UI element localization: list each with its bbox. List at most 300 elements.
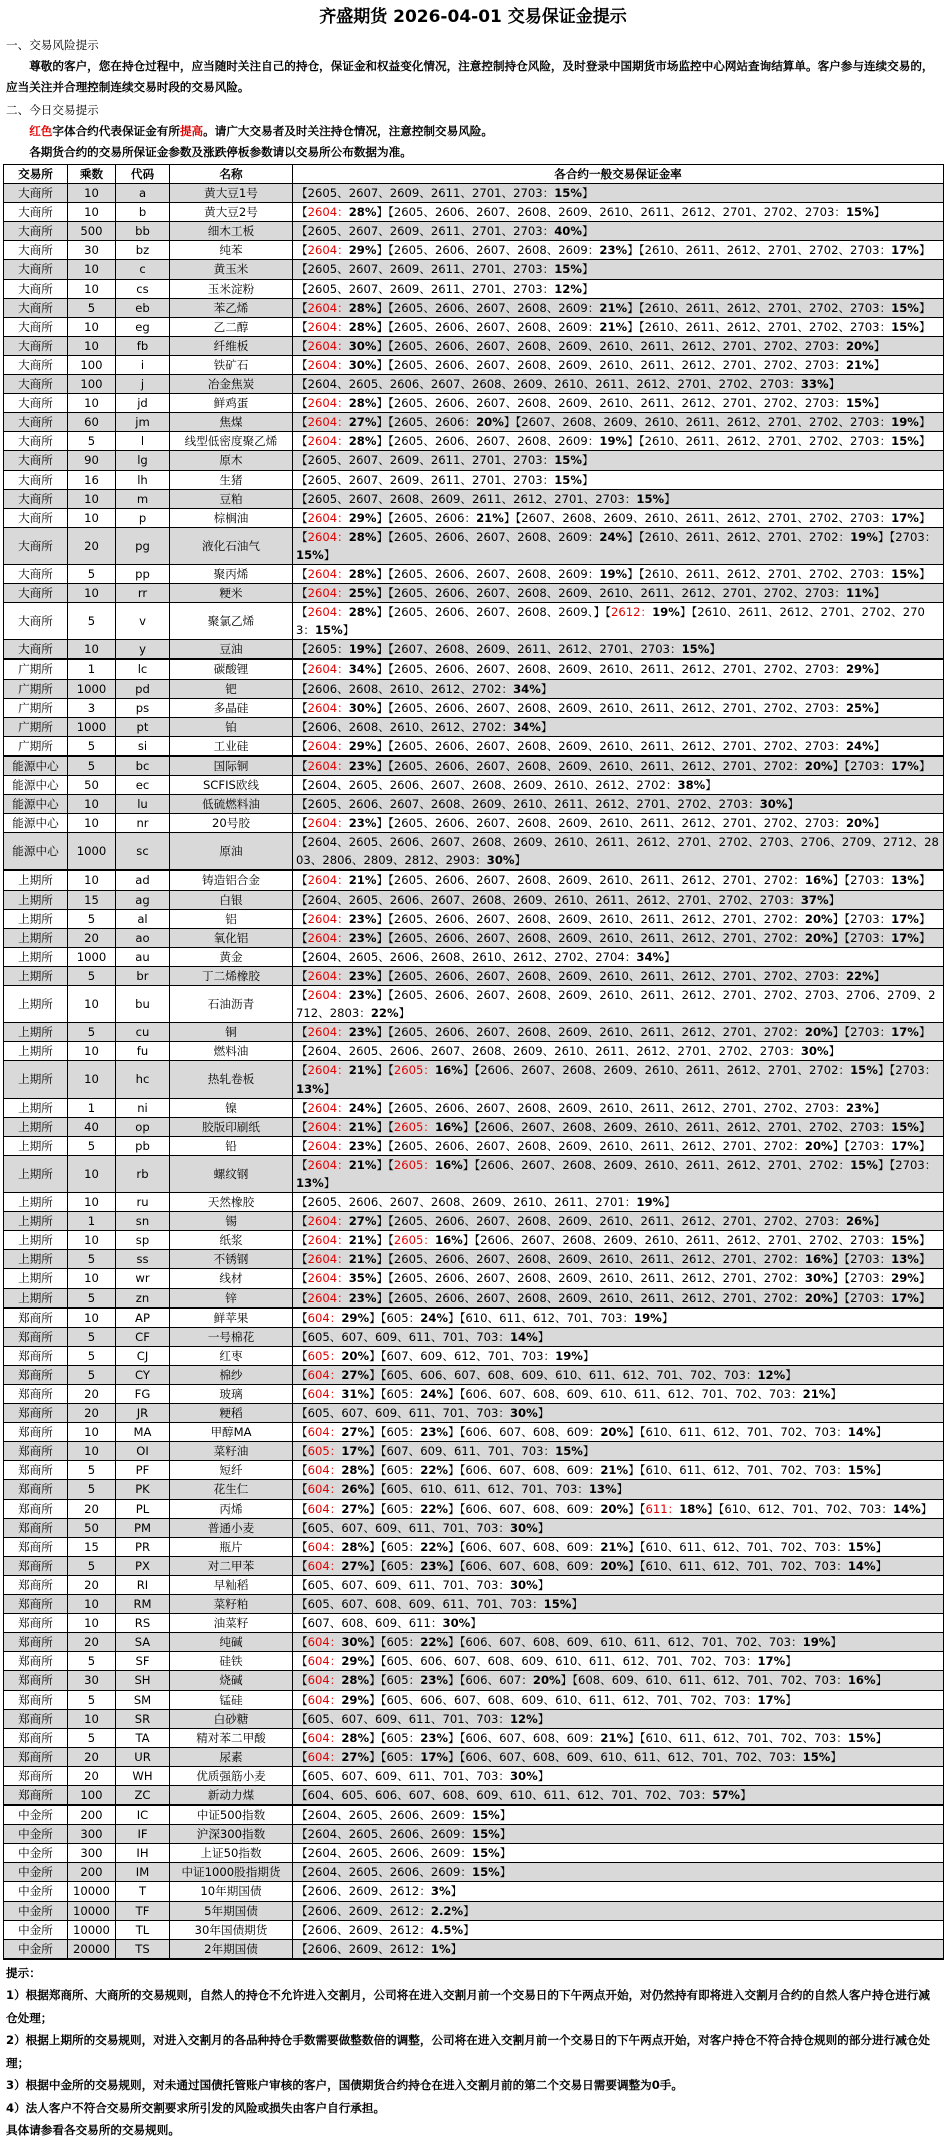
rate-contracts: 604： xyxy=(307,1387,342,1401)
rate-value: 15% xyxy=(472,1865,500,1880)
rate-value: 13% xyxy=(588,1482,617,1497)
cell-multiplier: 5 xyxy=(68,1480,116,1499)
rate-segment: 【2604、2605、2606、2607、2608、2609、2610、2612、2702：38%】 xyxy=(296,778,717,792)
rate-contracts: 2604： xyxy=(307,662,349,677)
note-item: 4）法人客户不符合交易所交割要求所引发的风险或损失由客户自行承担。 xyxy=(6,2100,386,2115)
rate-contracts: 605、607、609、611、701、703： xyxy=(307,1711,510,1726)
rate-segment: 【2604：23%】 xyxy=(296,930,389,945)
cell-rate xyxy=(293,203,944,222)
rate-value: 30% xyxy=(800,1044,829,1059)
rate-segment: 【2604：23%】 xyxy=(296,1290,389,1305)
rate-value: 15% xyxy=(296,547,324,562)
cell-name: 胶版印刷纸 xyxy=(170,1117,293,1136)
rate-contracts: 2605： xyxy=(307,642,349,657)
rate-contracts: 605： xyxy=(307,1348,342,1363)
cell-multiplier: 5 xyxy=(68,1652,116,1671)
cell-name: 铜 xyxy=(170,1023,293,1042)
rate-contracts: 2605、2606、2607、2608、2609、2610、2611、2612、2701、2702： xyxy=(393,1025,805,1040)
cell-code: b xyxy=(116,203,170,222)
rate-contracts: 2604： xyxy=(307,338,349,353)
rate-segment: 【2606、2608、2610、2612、2702：34%】 xyxy=(296,681,553,696)
cell-exchange: 郑商所 xyxy=(4,1480,68,1499)
table-row xyxy=(4,1825,944,1844)
cell-name: 2年期国债 xyxy=(170,1939,293,1959)
table-row xyxy=(4,432,944,451)
cell-multiplier: 300 xyxy=(68,1844,116,1863)
cell-exchange: 郑商所 xyxy=(4,1614,68,1633)
rate-value: 15% xyxy=(472,1827,500,1842)
rate-contracts: 606、607、608、609： xyxy=(465,1558,601,1573)
rate-value: 29% xyxy=(891,1271,919,1286)
cell-exchange: 上期所 xyxy=(4,1023,68,1042)
rate-contracts: 2605、2606： xyxy=(393,510,477,525)
rate-segment: 【2703：15%】 xyxy=(296,529,937,562)
rate-value: 27% xyxy=(341,1367,370,1382)
rate-contracts: 2604、2605、2606、2609： xyxy=(307,1827,473,1842)
rate-contracts: 2604： xyxy=(307,243,349,258)
cell-code: FG xyxy=(116,1385,170,1404)
cell-rate xyxy=(293,413,944,432)
cell-multiplier: 5 xyxy=(68,1461,116,1480)
table-row xyxy=(4,776,944,795)
cell-code: JR xyxy=(116,1404,170,1423)
cell-exchange: 大商所 xyxy=(4,203,68,222)
cell-exchange: 上期所 xyxy=(4,1250,68,1269)
rate-segment: 【2604：21%】 xyxy=(296,1157,389,1172)
rate-value: 2.2% xyxy=(430,1903,464,1918)
table-row xyxy=(4,1155,944,1192)
rate-value: 28% xyxy=(341,1539,370,1554)
cell-multiplier: 5 xyxy=(68,756,116,776)
cell-exchange: 能源中心 xyxy=(4,814,68,833)
cell-rate xyxy=(293,298,944,317)
rate-value: 25% xyxy=(845,700,874,715)
table-row xyxy=(4,717,944,736)
cell-code: eg xyxy=(116,317,170,336)
rate-value: 30% xyxy=(804,1271,833,1286)
cell-name: 铁矿石 xyxy=(170,355,293,374)
cell-exchange: 大商所 xyxy=(4,451,68,470)
cell-rate xyxy=(293,1652,944,1671)
rate-segment: 【2604：27%】 xyxy=(296,1214,389,1229)
cell-exchange: 中金所 xyxy=(4,1882,68,1901)
table-row xyxy=(4,1709,944,1728)
rate-value: 21% xyxy=(845,357,874,372)
rate-segment: 【605：24%】 xyxy=(380,1310,460,1325)
cell-multiplier: 20000 xyxy=(68,1939,116,1959)
table-row xyxy=(4,1288,944,1308)
cell-exchange: 上期所 xyxy=(4,1098,68,1117)
cell-multiplier: 30 xyxy=(68,241,116,260)
rate-value: 24% xyxy=(599,529,628,544)
cell-code: y xyxy=(116,640,170,660)
rate-value: 37% xyxy=(800,892,829,907)
rate-segment: 【610、611、612、701、702、703：15%】 xyxy=(639,1539,888,1554)
rate-value: 15% xyxy=(845,396,874,411)
table-row xyxy=(4,1652,944,1671)
rate-value: 15% xyxy=(555,1444,583,1459)
cell-name: 黄金 xyxy=(170,947,293,966)
cell-name: 低硫燃料油 xyxy=(170,795,293,814)
rate-segment: 【2605、2606、2607、2608、2609：24%】 xyxy=(388,529,639,544)
cell-exchange: 上期所 xyxy=(4,928,68,947)
cell-name: 鲜苹果 xyxy=(170,1308,293,1328)
rate-segment: 【2703：17%】 xyxy=(844,911,931,926)
rate-contracts: 604： xyxy=(307,1558,342,1573)
table-row xyxy=(4,890,944,909)
rate-segment: 【2604：21%】 xyxy=(296,1252,389,1267)
rate-contracts: 2605、2606、2607、2608、2609、2610、2611、2612、2701、2702： xyxy=(393,1138,805,1153)
rate-value: 4.5% xyxy=(430,1922,464,1937)
cell-name: 优质强筋小麦 xyxy=(170,1766,293,1785)
rate-contracts: 2605、2606、2607、2608、2609、2610、2611、2612、2701、2702、2703： xyxy=(393,738,846,753)
rate-segment: 【604：28%】 xyxy=(296,1463,381,1478)
cell-code: eb xyxy=(116,298,170,317)
rate-contracts: 2605、2606、2607、2608、2609、2610、2611、2612、2701、2702、2703： xyxy=(393,357,846,372)
table-row xyxy=(4,564,944,583)
rate-value: 15% xyxy=(554,472,582,487)
table-row xyxy=(4,279,944,298)
cell-name: 线型低密度聚乙烯 xyxy=(170,432,293,451)
rate-value: 27% xyxy=(341,1558,370,1573)
cell-multiplier: 15 xyxy=(68,890,116,909)
rate-contracts: 2605、2606、2607、2608、2609、2610、2611、2612、2701、2702： xyxy=(393,930,805,945)
rate-value: 28% xyxy=(341,1463,370,1478)
cell-code: PR xyxy=(116,1537,170,1556)
rate-contracts: 2604： xyxy=(307,434,349,449)
note-item: 2）根据上期所的交易规则，对进入交割月的各品种持仓手数需要做整数倍的调整，公司将在进入交割月前一个交易日的下午两点开始，对客户持仓不符合持仓规则的部分进行减仓处理； xyxy=(6,2033,930,2070)
cell-code: ec xyxy=(116,776,170,795)
margin-table xyxy=(3,164,944,1960)
rate-segment: 【2605、2606、2607、2608、2609：21%】 xyxy=(388,300,639,315)
rate-segment: 【2604：28%】 xyxy=(296,205,389,220)
cell-code: CY xyxy=(116,1365,170,1384)
rate-value: 21% xyxy=(600,1730,629,1745)
cell-rate xyxy=(293,1671,944,1690)
rate-segment: 【2605：16%】 xyxy=(388,1063,475,1078)
cell-code: zn xyxy=(116,1288,170,1308)
rate-segment: 【2605、2607、2609、2611、2701、2703：15%】 xyxy=(296,262,594,277)
cell-rate xyxy=(293,394,944,413)
rate-contracts: 605： xyxy=(386,1425,421,1440)
rate-value: 28% xyxy=(348,529,377,544)
rate-contracts: 605： xyxy=(307,1444,342,1459)
rate-segment: 【606、607、608、609：21%】 xyxy=(459,1730,640,1745)
cell-rate xyxy=(293,1269,944,1288)
cell-name: 聚丙烯 xyxy=(170,564,293,583)
cell-name: 粳米 xyxy=(170,584,293,603)
cell-code: bc xyxy=(116,756,170,776)
rate-contracts: 2606、2608、2610、2612、2702： xyxy=(307,681,514,696)
rate-value: 14% xyxy=(893,1501,921,1516)
table-row xyxy=(4,451,944,470)
rate-segment: 【606、607、608、609：20%】 xyxy=(459,1501,640,1516)
cell-code: lc xyxy=(116,659,170,679)
risk-body: 尊敬的客户，您在持仓过程中，应当随时关注自己的持仓，保证金和权益变化情况，注意控制持仓风险，及时登录中国期货市场监控中心网站查询结算单。客户参与连续交易的，应当关注并合理控制连续交易时段的交易风险。 xyxy=(6,59,934,94)
table-row xyxy=(4,1671,944,1690)
cell-exchange: 广期所 xyxy=(4,679,68,698)
cell-exchange: 大商所 xyxy=(4,355,68,374)
rate-segment: 【605、607、609、611、701、703：14%】 xyxy=(296,1329,550,1344)
cell-multiplier: 1000 xyxy=(68,833,116,871)
cell-multiplier: 10 xyxy=(68,1155,116,1192)
rate-contracts: 2604： xyxy=(307,605,349,620)
rate-segment: 【2703：17%】 xyxy=(844,1025,931,1040)
rate-value: 15% xyxy=(850,1063,878,1078)
rate-value: 20% xyxy=(532,1673,561,1688)
rate-segment: 【2605、2606、2607、2608、2609、2610、2611、2612、2701、2702、2703：26%】 xyxy=(388,1214,886,1229)
cell-multiplier: 10 xyxy=(68,489,116,508)
cell-code: SR xyxy=(116,1709,170,1728)
cell-name: 20号胶 xyxy=(170,814,293,833)
table-row xyxy=(4,1614,944,1633)
rate-value: 21% xyxy=(599,300,628,315)
rate-value: 23% xyxy=(348,1290,377,1305)
rate-value: 20% xyxy=(804,1290,833,1305)
rate-value: 17% xyxy=(341,1444,370,1459)
rate-contracts: 605、607、609、611、701、703： xyxy=(307,1520,510,1535)
cell-exchange: 上期所 xyxy=(4,986,68,1023)
rate-value: 22% xyxy=(420,1635,449,1650)
table-row xyxy=(4,1231,944,1250)
cell-multiplier: 10 xyxy=(68,260,116,279)
cell-exchange: 大商所 xyxy=(4,508,68,527)
rate-value: 34% xyxy=(513,681,541,696)
cell-exchange: 上期所 xyxy=(4,1155,68,1192)
cell-code: WH xyxy=(116,1766,170,1785)
rate-value: 18% xyxy=(679,1501,707,1516)
rate-segment: 【610、611、612、701、703：19%】 xyxy=(459,1310,674,1325)
cell-name: 乙二醇 xyxy=(170,317,293,336)
table-row xyxy=(4,1480,944,1499)
rate-contracts: 2604： xyxy=(307,1290,349,1305)
cell-name: 菜籽粕 xyxy=(170,1595,293,1614)
cell-exchange: 上期所 xyxy=(4,947,68,966)
rate-contracts: 2703： xyxy=(850,758,892,773)
table-row xyxy=(4,1042,944,1061)
cell-rate xyxy=(293,1250,944,1269)
cell-exchange: 郑商所 xyxy=(4,1671,68,1690)
cell-name: 纯碱 xyxy=(170,1633,293,1652)
rate-contracts: 2605、2606、2607、2608、2609、2610、2611、2612、2701、2702、2703： xyxy=(307,797,760,812)
rate-contracts: 2605、2606、2607、2608、2609、2610、2611、2612、2701、2702、2703： xyxy=(393,816,846,831)
rate-value: 27% xyxy=(348,1214,377,1229)
cell-name: 丙烯 xyxy=(170,1499,293,1518)
table-row xyxy=(4,909,944,928)
table-row xyxy=(4,1863,944,1882)
rate-contracts: 2703： xyxy=(895,1157,937,1172)
rate-value: 28% xyxy=(348,319,377,334)
rate-contracts: 2604： xyxy=(307,930,349,945)
rate-contracts: 2607、2608、2609、2611、2612、2701、2703： xyxy=(393,642,682,657)
rate-value: 13% xyxy=(891,1252,919,1267)
table-row xyxy=(4,1269,944,1288)
rate-value: 16% xyxy=(435,1119,463,1134)
rate-contracts: 605： xyxy=(386,1501,421,1516)
cell-multiplier: 5 xyxy=(68,1023,116,1042)
rate-segment: 【2703：17%】 xyxy=(844,1138,931,1153)
rate-segment: 【2703：13%】 xyxy=(844,1252,931,1267)
rate-contracts: 604： xyxy=(307,1749,342,1764)
cell-rate xyxy=(293,756,944,776)
rate-contracts: 2606、2609、2612： xyxy=(307,1884,431,1899)
cell-rate xyxy=(293,736,944,756)
cell-rate xyxy=(293,1365,944,1384)
cell-multiplier: 5 xyxy=(68,1288,116,1308)
cell-name: 油菜籽 xyxy=(170,1614,293,1633)
cell-rate xyxy=(293,909,944,928)
rate-value: 21% xyxy=(348,1063,377,1078)
table-row xyxy=(4,1920,944,1939)
rate-segment: 【2606、2609、2612：3%】 xyxy=(296,1884,463,1899)
rate-contracts: 2604、2605、2606、2607、2608、2609、2610、2612、2702： xyxy=(307,778,678,792)
rate-segment: 【2604：24%】 xyxy=(296,1100,389,1115)
rate-contracts: 607、609、612、701、703： xyxy=(386,1348,556,1363)
note-item: 1）根据郑商所、大商所的交易规则，自然人的持仓不允许进入交割月，公司将在进入交割月前一个交易日的下午两点开始，对仍然持有即将进入交割月合约的自然人客户持仓进行减仓处理； xyxy=(6,1988,930,2025)
rate-segment: 【605、607、609、611、701、703：30%】 xyxy=(296,1768,550,1783)
header-name: 名称 xyxy=(170,165,293,184)
rate-segment: 【606、607、608、609：20%】 xyxy=(459,1425,640,1440)
cell-multiplier: 500 xyxy=(68,222,116,241)
rate-segment: 【2605、2606、2607、2608、2609、2610、2611、2612、2701、2702、2703：11%】 xyxy=(388,586,886,601)
cell-name: 热轧卷板 xyxy=(170,1061,293,1098)
rate-segment: 【2605、2606、2607、2608、2609、2610、2611、2701：19%】 xyxy=(296,1195,676,1210)
cell-exchange: 上期所 xyxy=(4,1288,68,1308)
cell-rate xyxy=(293,1461,944,1480)
cell-name: 液化石油气 xyxy=(170,527,293,564)
rate-segment: 【2607、2608、2609、2610、2611、2612、2701、2702、2703：19%】 xyxy=(515,415,931,430)
rate-value: 19% xyxy=(802,1635,831,1650)
cell-code: SF xyxy=(116,1652,170,1671)
rate-value: 30% xyxy=(348,338,377,353)
rate-segment: 【2604、2605、2606、2609：15%】 xyxy=(296,1846,512,1861)
cell-rate xyxy=(293,1556,944,1575)
rate-segment: 【2604：21%】 xyxy=(296,1233,389,1248)
cell-rate xyxy=(293,355,944,374)
cell-exchange: 上期所 xyxy=(4,1212,68,1231)
rate-segment: 【2605、2606、2607、2608、2609、2610、2611、2612、2701、2702：20%】 xyxy=(388,1138,845,1153)
cell-multiplier: 200 xyxy=(68,1863,116,1882)
cell-rate xyxy=(293,489,944,508)
rate-segment: 【604：29%】 xyxy=(296,1310,381,1325)
cell-name: 焦煤 xyxy=(170,413,293,432)
cell-exchange: 郑商所 xyxy=(4,1385,68,1404)
rate-segment: 【604：29%】 xyxy=(296,1692,381,1707)
rate-segment: 【606、607、608、609：20%】 xyxy=(459,1558,640,1573)
rate-contracts: 610、612、701、702、703： xyxy=(724,1501,894,1516)
cell-rate xyxy=(293,470,944,489)
rate-segment: 【2605、2606、2607、2608、2609、2610、2611、2612、2701、2702、2703：22%】 xyxy=(388,968,886,983)
cell-code: SH xyxy=(116,1671,170,1690)
cell-rate xyxy=(293,1920,944,1939)
cell-rate xyxy=(293,1633,944,1652)
rate-contracts: 604： xyxy=(307,1635,342,1650)
rate-value: 19% xyxy=(652,605,680,620)
rate-contracts: 2605、2606、2607、2608、2609： xyxy=(393,566,600,581)
rate-contracts: 2606、2609、2612： xyxy=(307,1922,431,1937)
rate-segment: 【604：29%】 xyxy=(296,1654,381,1669)
table-row xyxy=(4,203,944,222)
rate-contracts: 2604、2605、2606、2607、2608、2609、2610、2611、2612、2701、2702、2703： xyxy=(307,1044,801,1059)
cell-exchange: 大商所 xyxy=(4,222,68,241)
cell-name: 5年期国债 xyxy=(170,1901,293,1920)
cell-exchange: 郑商所 xyxy=(4,1575,68,1594)
rate-segment: 【604：28%】 xyxy=(296,1539,381,1554)
cell-rate xyxy=(293,1231,944,1250)
cell-multiplier: 5 xyxy=(68,1327,116,1346)
table-row xyxy=(4,375,944,394)
table-row xyxy=(4,1537,944,1556)
cell-rate xyxy=(293,833,944,871)
rate-value: 28% xyxy=(348,434,377,449)
cell-exchange: 上期所 xyxy=(4,870,68,890)
cell-rate xyxy=(293,1308,944,1328)
cell-name: 黄玉米 xyxy=(170,260,293,279)
cell-name: 氧化铝 xyxy=(170,928,293,947)
rate-value: 15% xyxy=(845,205,874,220)
rate-value: 27% xyxy=(341,1501,370,1516)
rate-value: 15% xyxy=(847,1539,876,1554)
table-row xyxy=(4,870,944,890)
rate-contracts: 2703： xyxy=(850,873,892,888)
cell-code: UR xyxy=(116,1747,170,1766)
rate-value: 20% xyxy=(804,930,833,945)
rate-segment: 【605、607、609、611、701、703：30%】 xyxy=(296,1520,550,1535)
cell-exchange: 郑商所 xyxy=(4,1690,68,1709)
rate-segment: 【2604：28%】 xyxy=(296,605,389,620)
rate-contracts: 2604： xyxy=(307,988,349,1003)
cell-exchange: 中金所 xyxy=(4,1901,68,1920)
rate-value: 29% xyxy=(348,510,377,525)
cell-rate xyxy=(293,1042,944,1061)
cell-code: MA xyxy=(116,1423,170,1442)
cell-code: SM xyxy=(116,1690,170,1709)
table-row xyxy=(4,1690,944,1709)
rate-segment: 【605：23%】 xyxy=(380,1673,460,1688)
rate-segment: 【2605、2606、2607、2608、2609、2610、2611、2612、2701、2702：16%】 xyxy=(388,1252,845,1267)
rate-value: 17% xyxy=(891,758,919,773)
table-row xyxy=(4,756,944,776)
rate-value: 27% xyxy=(341,1425,370,1440)
cell-multiplier: 10 xyxy=(68,1269,116,1288)
rate-contracts: 605、607、608、609、611、701、703： xyxy=(307,1597,544,1612)
rate-segment: 【2604：28%】 xyxy=(296,396,389,411)
rate-segment: 【2610、2611、2612、2701、2702、2703：15%】 xyxy=(638,434,931,449)
cell-name: 原油 xyxy=(170,833,293,871)
rate-contracts: 604、605、606、607、608、609、610、611、612、701、702、703： xyxy=(307,1787,713,1802)
cell-rate xyxy=(293,1901,944,1920)
cell-name: 玉米淀粉 xyxy=(170,279,293,298)
rate-value: 20% xyxy=(804,1025,833,1040)
cell-exchange: 中金所 xyxy=(4,1939,68,1959)
today-section xyxy=(0,99,946,164)
cell-name: 豆粕 xyxy=(170,489,293,508)
table-row xyxy=(4,1882,944,1901)
cell-name: 石油沥青 xyxy=(170,986,293,1023)
rate-contracts: 608、609、610、611、612、701、702、703： xyxy=(578,1673,848,1688)
rate-segment: 【2604：25%】 xyxy=(296,586,389,601)
rate-contracts: 2605、2606、2607、2608、2609、2610、2611、2612、2701、2702、2703： xyxy=(393,396,846,411)
cell-code: si xyxy=(116,736,170,756)
rate-segment: 【2604：21%】 xyxy=(296,873,389,888)
rate-value: 24% xyxy=(420,1310,449,1325)
table-row xyxy=(4,508,944,527)
rate-segment: 【606、607、608、609：21%】 xyxy=(459,1539,640,1554)
cell-multiplier: 5 xyxy=(68,966,116,985)
cell-exchange: 广期所 xyxy=(4,698,68,717)
cell-name: 生猪 xyxy=(170,470,293,489)
rate-contracts: 2703： xyxy=(850,911,892,926)
